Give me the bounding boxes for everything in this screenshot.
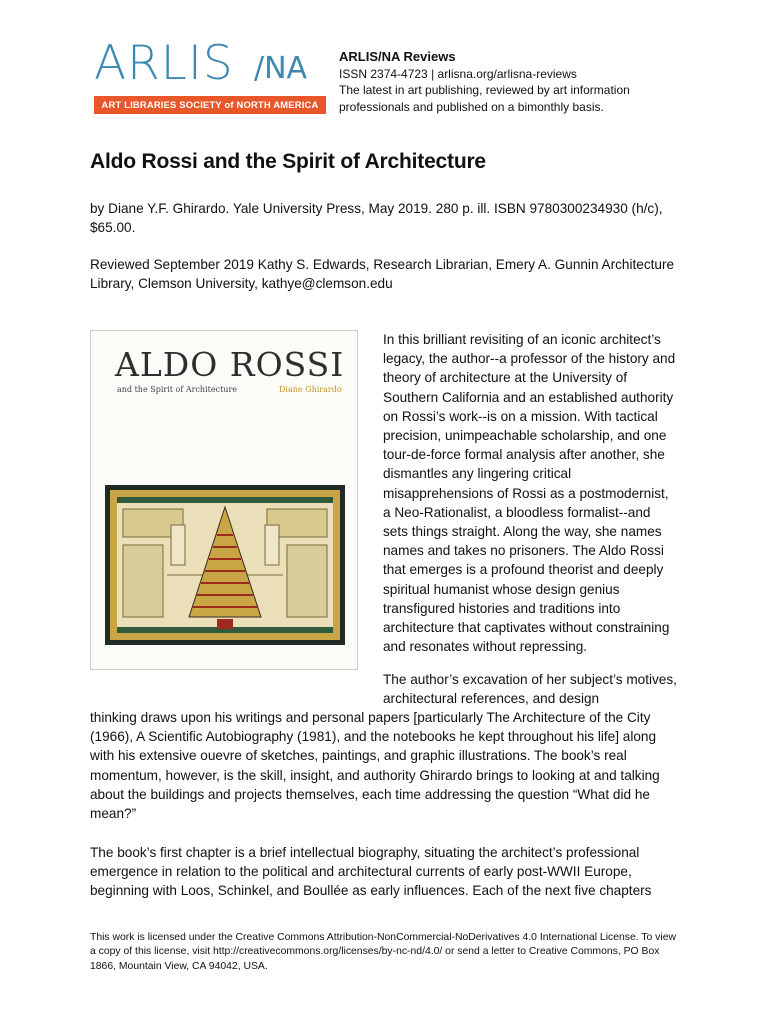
- reviewer-info: Reviewed September 2019 Kathy S. Edwards, Research Librarian, Emery A. Gunnin Architecture Library, Clemson University, kathye@clemson.edu: [90, 257, 675, 292]
- review-paragraph-3: The book’s first chapter is a brief intellectual biography, situating the architect’s professional emergence in relation to the political and architectural currents of early post-WWII Europe, beginning with Loos, Schinkel, and Boullée as early influences. Each of the next five chapters: [90, 845, 652, 899]
- logo-na-text: /NA: [254, 51, 308, 86]
- description-line-1: The latest in art publishing, reviewed by art information: [339, 83, 630, 97]
- issn-line: ISSN 2374-4723 | arlisna.org/arlisna-reviews: [339, 66, 577, 81]
- cover-title: ALDO ROSSI: [115, 345, 345, 384]
- logo-tagline: ART LIBRARIES SOCIETY of NORTH AMERICA: [94, 96, 326, 114]
- logo-wordmark: [94, 36, 326, 96]
- cover-artwork: [105, 485, 345, 645]
- arlis-logo: [94, 36, 326, 114]
- review-paragraph-1: In this brilliant revisiting of an iconic architect’s legacy, the author--a professor of the history and theory of architecture at the University of Southern California and an established authority on Rossi’s work--is on a mission. With tactical precision, unimpeachable scholarship, and one tour-de-force formal analysis after another, she dismantles any lingering critical misapprehensions of Rossi as a postmodernist, a Neo-Rationalist, a bloodless formalist--and sets things straight. Along the way, she names names and takes no prisoners. The Aldo Rossi that emerges is a profound theorist and deeply spiritual humanist whose design genius transfigured histories and traditions into architecture that captivates without constraining and resonates without repressing.: [383, 332, 676, 655]
- license-notice: This work is licensed under the Creative Commons Attribution-NonCommercial-NoDerivatives 4.0 International License. To view a copy of this license, visit http://creativecommons.org/licenses/by-nc-nd/4.0/ or send a letter to Creative Commons, PO Box 1866, Mountain View, CA 94042, USA.: [90, 932, 676, 972]
- cover-subtitle: and the Spirit of Architecture: [117, 385, 237, 394]
- book-cover-image: [90, 330, 358, 670]
- review-paragraph-2-start: The author’s excavation of her subject’s motives, architectural references, and design: [383, 672, 677, 707]
- cover-author: Diane Ghirardo: [279, 385, 342, 394]
- book-citation: by Diane Y.F. Ghirardo. Yale University Press, May 2019. 280 p. ill. ISBN 9780300234930 (h/c), $65.00.: [90, 201, 663, 236]
- logo-arlis-text: ARLIS: [94, 36, 234, 91]
- publication-name: ARLIS/NA Reviews: [339, 49, 456, 64]
- masthead: [339, 49, 659, 115]
- review-title: Aldo Rossi and the Spirit of Architecture: [90, 150, 486, 173]
- review-paragraph-2-rest: thinking draws upon his writings and personal papers [particularly The Architecture of the City (1966), A Scientific Autobiography (1981), and the notebooks he kept throughout his life] along with his extensive ouevre of sketches, paintings, and graphic illustrations. The book’s real momentum, however, is the skill, insight, and authority Ghirardo brings to looking at and talking about the buildings and projects themselves, each time addressing the question “What did he mean?”: [90, 710, 660, 822]
- description-line-2: professionals and published on a bimonthly basis.: [339, 99, 604, 114]
